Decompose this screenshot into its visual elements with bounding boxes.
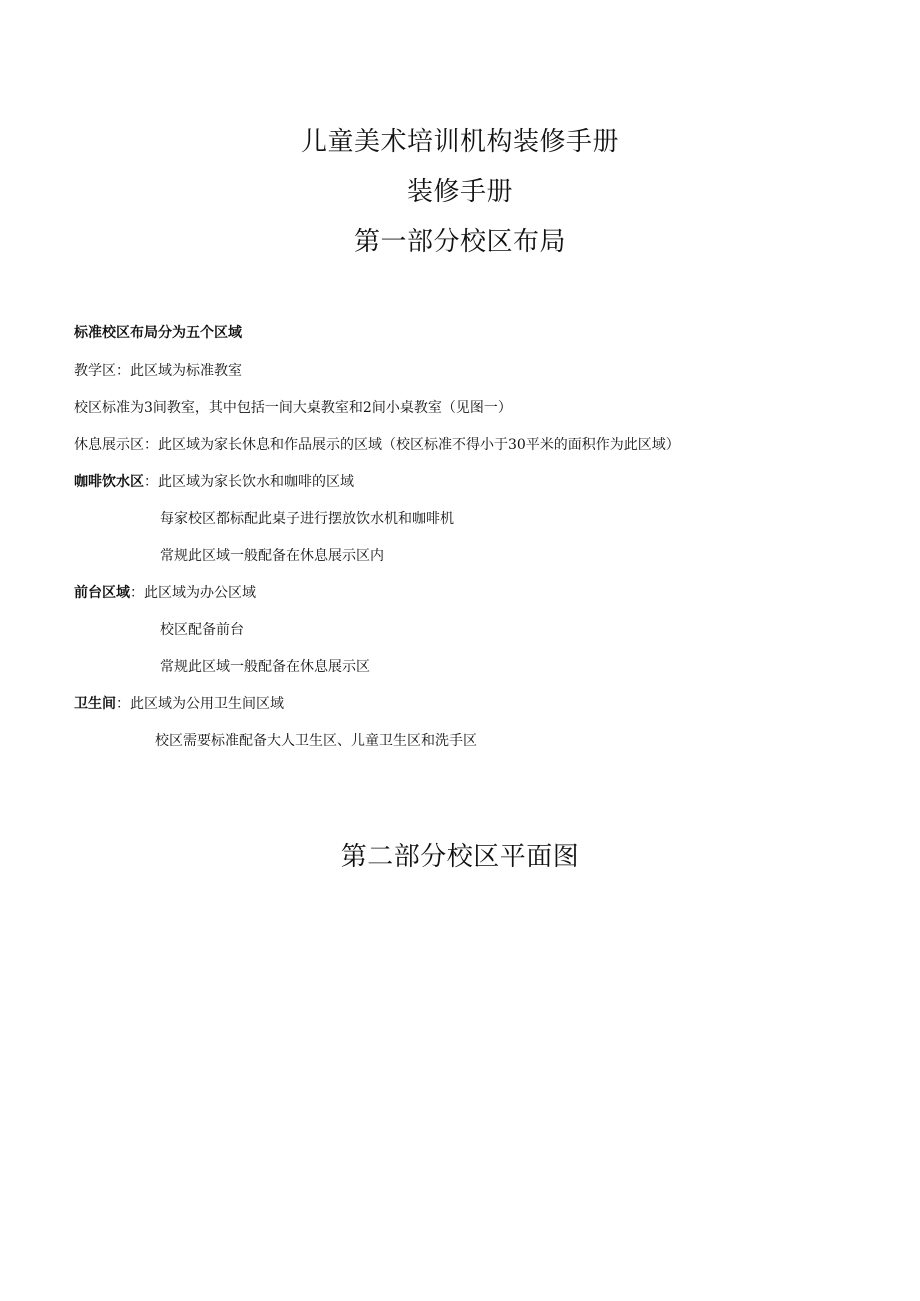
coffee-area-line — [74, 472, 354, 492]
restroom-label: 卫生间 — [74, 696, 116, 712]
front-desk-text: ：此区域为办公区域 — [130, 585, 256, 601]
coffee-area-text: ：此区域为家长饮水和咖啡的区域 — [144, 474, 354, 490]
front-desk-detail-1: 校区配备前台 — [160, 622, 244, 638]
restroom-line — [74, 694, 284, 714]
coffee-area-detail-1: 每家校区都标配此桌子进行摆放饮水机和咖啡机 — [160, 511, 454, 527]
front-desk-detail-2: 常规此区域一般配备在休息展示区 — [160, 659, 370, 675]
document-title: 儿童美术培训机构装修手册 — [300, 127, 619, 157]
part2-heading: 第二部分校区平面图 — [340, 842, 580, 872]
part1-heading: 第一部分校区布局 — [353, 227, 566, 257]
rest-area-line: 休息展示区：此区域为家长休息和作品展示的区域（校区标准不得小于30平米的面积作为此区域） — [74, 437, 680, 453]
coffee-area-label: 咖啡饮水区 — [74, 474, 144, 490]
restroom-text: ：此区域为公用卫生间区域 — [116, 696, 284, 712]
document-subtitle: 装修手册 — [406, 177, 513, 207]
section-title: 标准校区布局分为五个区域 — [74, 325, 242, 341]
teaching-area-detail: 校区标准为3间教室，其中包括一间大桌教室和2间小桌教室（见图一） — [74, 400, 512, 416]
front-desk-label: 前台区域 — [74, 585, 130, 601]
teaching-area-line: 教学区：此区域为标准教室 — [74, 363, 242, 379]
coffee-area-detail-2: 常规此区域一般配备在休息展示区内 — [160, 548, 384, 564]
front-desk-line — [74, 583, 256, 603]
restroom-detail-1: 校区需要标准配备大人卫生区、儿童卫生区和洗手区 — [155, 733, 477, 749]
